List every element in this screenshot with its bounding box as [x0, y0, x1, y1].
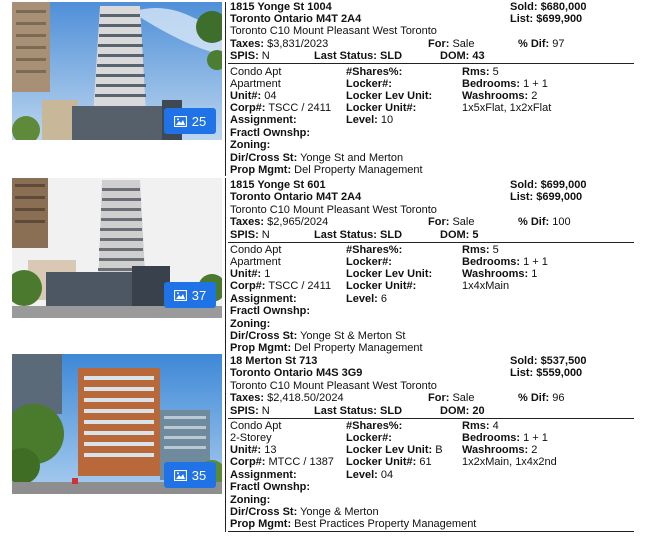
locker-lev-field	[346, 268, 432, 281]
locker-label: Locker#:	[346, 256, 392, 268]
prop-mgmt-field	[230, 342, 423, 355]
taxes-field	[230, 392, 344, 405]
sold-price: $537,500	[540, 355, 587, 367]
property-type: Condo Apt	[230, 244, 282, 256]
washroom-detail: 1x2xMain, 1x4x2nd	[462, 456, 557, 468]
dom-field	[440, 405, 485, 418]
fractl-ownshp-label: Fractl Ownshp:	[230, 305, 311, 317]
cross-street-label: Dir/Cross St:	[230, 330, 298, 342]
for-field	[428, 38, 474, 51]
dom-label: DOM:	[440, 405, 470, 417]
sold-field	[510, 179, 586, 192]
status-value: SLD	[380, 405, 403, 417]
zoning-label: Zoning:	[230, 139, 271, 151]
photo-count-button[interactable]	[164, 462, 216, 488]
bedrooms-value: 1 + 1	[523, 432, 548, 444]
unit-field	[230, 268, 270, 281]
listing-photo[interactable]	[12, 2, 222, 140]
sold-field	[510, 355, 586, 368]
rooms-field	[462, 66, 499, 79]
property-style: Apartment	[230, 78, 281, 90]
district: Toronto C10 Mount Pleasant West Toronto	[230, 204, 437, 216]
locker-lev-label: Locker Lev Unit:	[346, 268, 433, 280]
washroom-detail: 1x5xFlat, 1x2xFlat	[462, 102, 552, 114]
spis-label: SPIS:	[230, 50, 259, 62]
washrooms-field	[462, 268, 537, 281]
for-label: For:	[428, 38, 450, 50]
list-price: $699,000	[536, 191, 583, 203]
locker-field	[346, 78, 392, 91]
dif-field	[518, 216, 571, 229]
locker-lev-label: Locker Lev Unit:	[346, 90, 433, 102]
for-value: Sale	[452, 38, 475, 50]
unit-label: Unit#:	[230, 444, 262, 456]
locker-unit-field	[346, 456, 432, 469]
assignment-label: Assignment:	[230, 293, 297, 305]
cross-street-field	[230, 152, 403, 165]
locker-field	[346, 432, 392, 445]
divider	[228, 531, 634, 532]
photo-count-button[interactable]	[164, 108, 216, 134]
locker-lev-field	[346, 444, 443, 457]
washrooms-value: 2	[531, 90, 538, 102]
divider	[228, 242, 634, 243]
cross-street-field	[230, 330, 406, 343]
dom-value: 20	[472, 405, 485, 417]
prop-mgmt-field	[230, 164, 423, 177]
corp-value: TSCC / 2411	[268, 102, 332, 114]
city-line: Toronto Ontario M4T 2A4	[230, 13, 362, 25]
shares-label: #Shares%:	[346, 420, 403, 432]
corp-label: Corp#:	[230, 280, 266, 292]
photo-count: 35	[191, 467, 207, 483]
status-field	[314, 405, 402, 418]
district: Toronto C10 Mount Pleasant West Toronto	[230, 25, 437, 37]
bedrooms-field	[462, 256, 548, 269]
unit-value: 13	[264, 444, 277, 456]
sold-label: Sold:	[510, 355, 538, 367]
level-value: 6	[380, 293, 387, 305]
prop-mgmt-label: Prop Mgmt:	[230, 164, 292, 176]
locker-lev-value: B	[435, 444, 443, 456]
district: Toronto C10 Mount Pleasant West Toronto	[230, 380, 437, 392]
bedrooms-label: Bedrooms:	[462, 256, 521, 268]
taxes-field	[230, 216, 328, 229]
sold-price: $680,000	[540, 1, 587, 13]
level-value: 04	[380, 469, 394, 481]
property-type: Condo Apt	[230, 66, 282, 78]
list-price: $559,000	[536, 367, 583, 379]
rooms-value: 4	[492, 420, 499, 432]
level-label: Level:	[346, 293, 378, 305]
washrooms-value: 2	[531, 444, 538, 456]
unit-value: 1	[264, 268, 271, 280]
rooms-label: Rms:	[462, 420, 490, 432]
list-label: List:	[510, 367, 534, 379]
spis-value: N	[261, 50, 270, 62]
listing-photo[interactable]	[12, 178, 222, 318]
spis-field	[230, 405, 270, 418]
listing-details	[228, 0, 634, 176]
cross-street-label: Dir/Cross St:	[230, 152, 298, 164]
property-style: Apartment	[230, 256, 281, 268]
taxes-label: Taxes:	[230, 216, 265, 228]
locker-lev-label: Locker Lev Unit:	[346, 444, 433, 456]
washrooms-label: Washrooms:	[462, 268, 529, 280]
rooms-field	[462, 420, 499, 433]
prop-mgmt-value: Del Property Management	[294, 164, 423, 176]
rooms-value: 5	[492, 66, 499, 78]
washroom-detail: 1x4xMain	[462, 280, 510, 292]
locker-unit-label: Locker Unit#:	[346, 456, 417, 468]
washrooms-value: 1	[531, 268, 538, 280]
assignment-label: Assignment:	[230, 114, 297, 126]
prop-mgmt-field	[230, 518, 476, 531]
for-label: For:	[428, 216, 450, 228]
cross-street-value: Yonge & Merton	[300, 506, 379, 518]
corp-field	[230, 456, 334, 469]
for-label: For:	[428, 392, 450, 404]
locker-unit-label: Locker Unit#:	[346, 102, 417, 114]
dif-label: % Dif:	[518, 216, 550, 228]
cross-street-field	[230, 506, 379, 519]
shares-label: #Shares%:	[346, 244, 403, 256]
corp-field	[230, 280, 331, 293]
dom-label: DOM:	[440, 229, 470, 241]
shares-label: #Shares%:	[346, 66, 403, 78]
sold-label: Sold:	[510, 179, 538, 191]
photo-count-button[interactable]	[164, 282, 216, 308]
washrooms-field	[462, 444, 537, 457]
prop-mgmt-label: Prop Mgmt:	[230, 518, 292, 530]
unit-value: 04	[264, 90, 277, 102]
dom-label: DOM:	[440, 50, 470, 62]
dif-field	[518, 38, 564, 51]
fractl-ownshp-label: Fractl Ownshp:	[230, 481, 311, 493]
unit-label: Unit#:	[230, 90, 262, 102]
rooms-label: Rms:	[462, 66, 490, 78]
dom-value: 43	[472, 50, 485, 62]
taxes-field	[230, 38, 328, 51]
assignment-label: Assignment:	[230, 469, 297, 481]
property-style: 2-Storey	[230, 432, 272, 444]
sold-field	[510, 1, 586, 14]
cross-street-value: Yonge St and Merton	[300, 152, 404, 164]
corp-value: MTCC / 1387	[268, 456, 334, 468]
zoning-label: Zoning:	[230, 318, 271, 330]
spis-field	[230, 229, 270, 242]
divider	[228, 63, 634, 64]
list-label: List:	[510, 13, 534, 25]
unit-field	[230, 90, 276, 103]
city-line: Toronto Ontario M4T 2A4	[230, 191, 362, 203]
for-value: Sale	[452, 216, 475, 228]
level-field	[346, 114, 393, 127]
level-label: Level:	[346, 114, 378, 126]
status-field	[314, 50, 402, 63]
listing-card	[12, 178, 634, 354]
unit-label: Unit#:	[230, 268, 262, 280]
spis-value: N	[261, 229, 270, 241]
dom-value: 5	[472, 229, 479, 241]
sold-label: Sold:	[510, 1, 538, 13]
level-value: 10	[380, 114, 394, 126]
bedrooms-label: Bedrooms:	[462, 432, 521, 444]
for-value: Sale	[452, 392, 475, 404]
taxes-value: $3,831/2023	[267, 38, 329, 50]
column-divider	[225, 354, 226, 532]
dif-value: 100	[552, 216, 571, 228]
spis-label: SPIS:	[230, 229, 259, 241]
locker-label: Locker#:	[346, 432, 392, 444]
city-line: Toronto Ontario M4S 3G9	[230, 367, 363, 379]
washrooms-label: Washrooms:	[462, 90, 529, 102]
taxes-value: $2,418.50/2024	[267, 392, 344, 404]
dif-label: % Dif:	[518, 392, 550, 404]
corp-value: TSCC / 2411	[268, 280, 332, 292]
prop-mgmt-value: Del Property Management	[294, 342, 423, 354]
for-field	[428, 216, 474, 229]
listing-details	[228, 178, 634, 354]
for-field	[428, 392, 474, 405]
list-field	[510, 191, 582, 204]
list-field	[510, 367, 582, 380]
washrooms-label: Washrooms:	[462, 444, 529, 456]
spis-field	[230, 50, 270, 63]
rooms-value: 5	[492, 244, 499, 256]
dif-label: % Dif:	[518, 38, 550, 50]
bedrooms-value: 1 + 1	[523, 78, 548, 90]
unit-field	[230, 444, 276, 457]
image-gallery-icon	[174, 470, 187, 481]
locker-label: Locker#:	[346, 78, 392, 90]
zoning-label: Zoning:	[230, 494, 271, 506]
prop-mgmt-value: Best Practices Property Management	[294, 518, 477, 530]
column-divider	[225, 2, 226, 176]
locker-unit-field	[346, 280, 416, 293]
rooms-label: Rms:	[462, 244, 490, 256]
listing-card	[12, 354, 634, 534]
list-label: List:	[510, 191, 534, 203]
prop-mgmt-label: Prop Mgmt:	[230, 342, 292, 354]
status-value: SLD	[380, 229, 403, 241]
column-divider	[225, 178, 226, 354]
spis-value: N	[261, 405, 270, 417]
level-field	[346, 293, 387, 306]
locker-unit-label: Locker Unit#:	[346, 280, 417, 292]
address: 1815 Yonge St 601	[230, 179, 326, 191]
property-type: Condo Apt	[230, 420, 282, 432]
bedrooms-field	[462, 78, 548, 91]
status-value: SLD	[380, 50, 403, 62]
corp-label: Corp#:	[230, 456, 266, 468]
sold-price: $699,000	[540, 179, 587, 191]
address: 1815 Yonge St 1004	[230, 1, 332, 13]
status-label: Last Status:	[314, 50, 377, 62]
taxes-label: Taxes:	[230, 392, 265, 404]
fractl-ownshp-label: Fractl Ownshp:	[230, 127, 311, 139]
list-price: $699,900	[536, 13, 583, 25]
washrooms-field	[462, 90, 537, 103]
listing-card	[12, 0, 634, 176]
status-field	[314, 229, 402, 242]
dom-field	[440, 229, 479, 242]
cross-street-label: Dir/Cross St:	[230, 506, 298, 518]
locker-unit-field	[346, 102, 416, 115]
status-label: Last Status:	[314, 405, 377, 417]
photo-count: 25	[191, 113, 207, 129]
listing-details	[228, 354, 634, 534]
address: 18 Merton St 713	[230, 355, 318, 367]
dif-value: 96	[552, 392, 565, 404]
bedrooms-label: Bedrooms:	[462, 78, 521, 90]
locker-lev-field	[346, 90, 432, 103]
locker-field	[346, 256, 392, 269]
listing-photo[interactable]	[12, 354, 222, 494]
corp-field	[230, 102, 331, 115]
corp-label: Corp#:	[230, 102, 266, 114]
level-field	[346, 469, 393, 482]
dif-value: 97	[552, 38, 565, 50]
list-field	[510, 13, 582, 26]
status-label: Last Status:	[314, 229, 377, 241]
cross-street-value: Yonge St & Merton St	[300, 330, 406, 342]
bedrooms-field	[462, 432, 548, 445]
image-gallery-icon	[174, 290, 187, 301]
locker-unit-value: 61	[419, 456, 432, 468]
photo-count: 37	[191, 287, 207, 303]
spis-label: SPIS:	[230, 405, 259, 417]
taxes-label: Taxes:	[230, 38, 265, 50]
level-label: Level:	[346, 469, 378, 481]
taxes-value: $2,965/2024	[267, 216, 329, 228]
divider	[228, 418, 634, 419]
dif-field	[518, 392, 564, 405]
rooms-field	[462, 244, 499, 257]
bedrooms-value: 1 + 1	[523, 256, 548, 268]
dom-field	[440, 50, 485, 63]
image-gallery-icon	[174, 116, 187, 127]
